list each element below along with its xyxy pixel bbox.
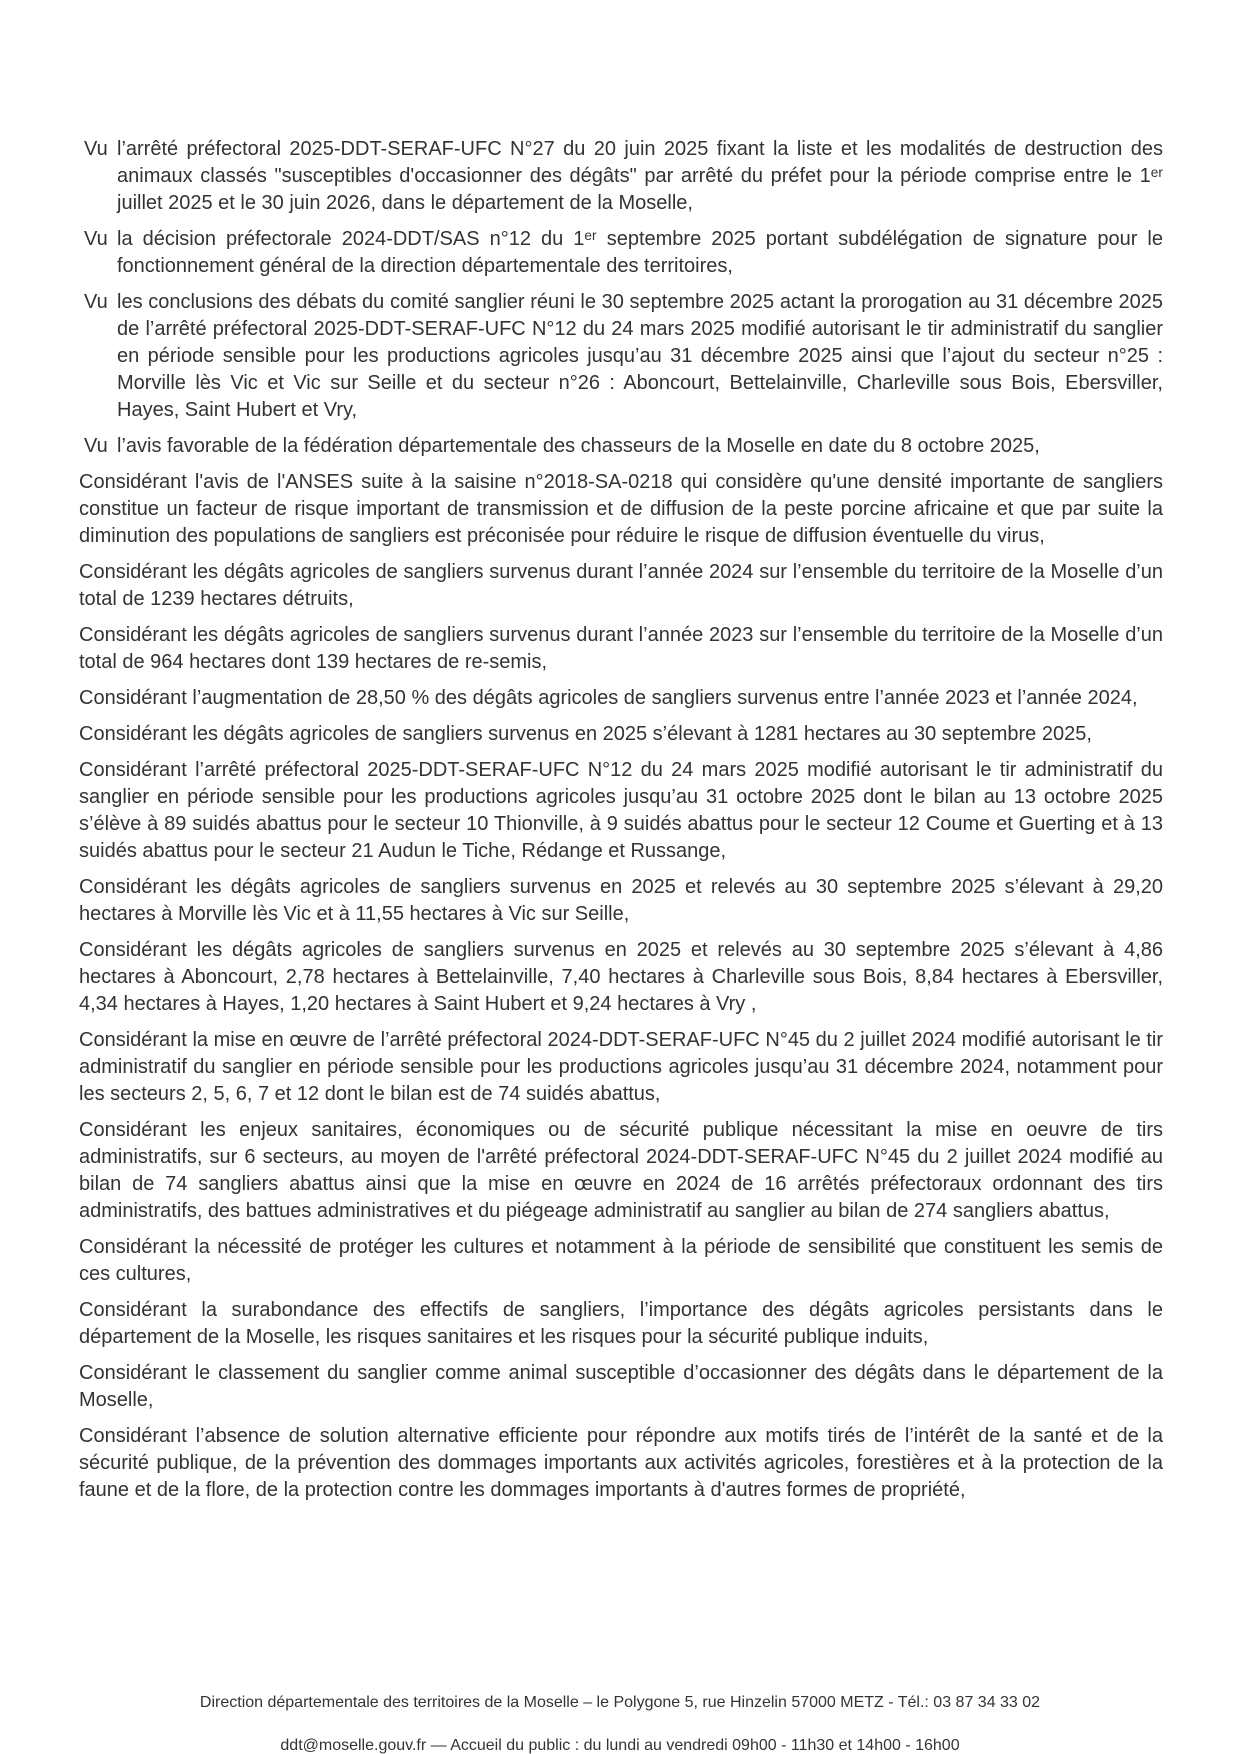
paragraph-text: Considérant les enjeux sanitaires, économiques ou de sécurité publique nécessitant la mise en oeuvre de tirs administratifs, sur 6 secteurs, au moyen de l'arrêté préfectoral 2024-DDT-SERAF-UFC N°45 du 2 juillet 2024 modifié au bilan de 74 sangliers abattus ainsi que la mise en œuvre en 2024 de 16 arrêtés préfectoraux ordonnant des tirs administratifs, des battues administratives et du piégeage administratif au sanglier au bilan de 274 sangliers abattus, bbox=[79, 1119, 1163, 1222]
paragraph-text: Considérant la mise en œuvre de l’arrêté préfectoral 2024-DDT-SERAF-UFC N°45 du 2 juillet 2024 modifié autorisant le tir administratif du sanglier en période sensible pour les productions agricoles jusqu’au 31 décembre 2024, notamment pour les secteurs 2, 5, 6, 7 et 12 dont le bilan est de 74 suidés abattus, bbox=[79, 1029, 1163, 1105]
vu-paragraph-2 bbox=[79, 226, 1163, 280]
paragraph-text: Considérant les dégâts agricoles de sangliers survenus durant l’année 2023 sur l’ensemble du territoire de la Moselle d’un total de 964 hectares dont 139 hectares de re-semis, bbox=[79, 624, 1163, 673]
considerant-paragraph-10 bbox=[79, 1117, 1163, 1225]
paragraph-text: Considérant les dégâts agricoles de sangliers survenus en 2025 et relevés au 30 septembre 2025 s’élevant à 4,86 hectares à Aboncourt, 2,78 hectares à Bettelainville, 7,40 hectares à Charleville sous Bois, 8,84 hectares à Ebersviller, 4,34 hectares à Hayes, 1,20 hectares à Saint Hubert et 9,24 hectares à Vry , bbox=[79, 939, 1163, 1015]
paragraph-text: Considérant l'avis de l'ANSES suite à la saisine n°2018-SA-0218 qui considère qu'une densité importante de sangliers constitue un facteur de risque important de transmission et de diffusion de la peste porcine africaine et que par suite la diminution des populations de sangliers est préconisée pour réduire le risque de diffusion éventuelle du virus, bbox=[79, 471, 1163, 547]
paragraph-text: Considérant les dégâts agricoles de sangliers survenus en 2025 s’élevant à 1281 hectares au 30 septembre 2025, bbox=[79, 723, 1092, 745]
considerant-paragraph-4 bbox=[79, 685, 1163, 712]
paragraph-text: Considérant la nécessité de protéger les cultures et notamment à la période de sensibilité que constituent les semis de ces cultures, bbox=[79, 1236, 1163, 1285]
vu-label: Vu bbox=[84, 435, 108, 457]
footer-contact-hours-line: ddt@moselle.gouv.fr — Accueil du public : du lundi au vendredi 09h00 - 11h30 et 14h00 - 16h00 bbox=[280, 1737, 960, 1754]
considerant-paragraph-8 bbox=[79, 937, 1163, 1018]
considerant-paragraph-5 bbox=[79, 721, 1163, 748]
paragraph-text: l’arrêté préfectoral 2025-DDT-SERAF-UFC N°27 du 20 juin 2025 fixant la liste et les modalités de destruction des animaux classés "susceptibles d'occasionner des dégâts" par arrêté du préfet pour la période comprise entre le 1ᵉʳ juillet 2025 et le 30 juin 2026, dans le département de la Moselle, bbox=[117, 138, 1163, 214]
considerant-paragraph-7 bbox=[79, 874, 1163, 928]
paragraph-text: Considérant la surabondance des effectifs de sangliers, l’importance des dégâts agricoles persistants dans le département de la Moselle, les risques sanitaires et les risques pour la sécurité publique induits, bbox=[79, 1299, 1163, 1348]
paragraph-text: Considérant l’absence de solution alternative efficiente pour répondre aux motifs tirés de l’intérêt de la santé et de la sécurité publique, de la prévention des dommages importants aux activités agricoles, forestières et à la protection de la faune et de la flore, de la protection contre les dommages importants à d'autres formes de propriété, bbox=[79, 1425, 1163, 1501]
considerant-paragraph-2 bbox=[79, 559, 1163, 613]
paragraph-text: les conclusions des débats du comité sanglier réuni le 30 septembre 2025 actant la prorogation au 31 décembre 2025 de l’arrêté préfectoral 2025-DDT-SERAF-UFC N°12 du 24 mars 2025 modifié autorisant le tir administratif du sanglier en période sensible pour les productions agricoles jusqu’au 31 décembre 2025 ainsi que l’ajout du secteur n°25 : Morville lès Vic et Vic sur Seille et du secteur n°26 : Aboncourt, Bettelainville, Charleville sous Bois, Ebersviller, Hayes, Saint Hubert et Vry, bbox=[117, 291, 1163, 421]
paragraph-text: la décision préfectorale 2024-DDT/SAS n°12 du 1ᵉʳ septembre 2025 portant subdélégation de signature pour le fonctionnement général de la direction départementale des territoires, bbox=[117, 228, 1163, 277]
paragraph-text: Considérant l’augmentation de 28,50 % des dégâts agricoles de sangliers survenus entre l’année 2023 et l’année 2024, bbox=[79, 687, 1138, 709]
document-body bbox=[79, 136, 1163, 1504]
paragraph-text: Considérant les dégâts agricoles de sangliers survenus durant l’année 2024 sur l’ensemble du territoire de la Moselle d’un total de 1239 hectares détruits, bbox=[79, 561, 1163, 610]
considerant-paragraph-12 bbox=[79, 1297, 1163, 1351]
considerant-paragraph-6 bbox=[79, 757, 1163, 865]
vu-paragraph-3 bbox=[79, 289, 1163, 424]
considerant-paragraph-1 bbox=[79, 469, 1163, 550]
considerant-paragraph-11 bbox=[79, 1234, 1163, 1288]
considerant-paragraph-9 bbox=[79, 1027, 1163, 1108]
considerant-paragraph-14 bbox=[79, 1423, 1163, 1504]
vu-label: Vu bbox=[84, 228, 108, 250]
considerant-paragraph-13 bbox=[79, 1360, 1163, 1414]
paragraph-text: Considérant le classement du sanglier comme animal susceptible d’occasionner des dégâts dans le département de la Moselle, bbox=[79, 1362, 1163, 1411]
considerant-paragraph-3 bbox=[79, 622, 1163, 676]
paragraph-text: Considérant l’arrêté préfectoral 2025-DDT-SERAF-UFC N°12 du 24 mars 2025 modifié autorisant le tir administratif du sanglier en période sensible pour les productions agricoles jusqu’au 31 octobre 2025 dont le bilan au 13 octobre 2025 s’élève à 89 suidés abattus pour le secteur 10 Thionville, à 9 suidés abattus pour le secteur 12 Coume et Guerting et à 13 suidés abattus pour le secteur 21 Audun le Tiche, Rédange et Russange, bbox=[79, 759, 1163, 862]
footer-address-line: Direction départementale des territoires de la Moselle – le Polygone 5, rue Hinzelin 57000 METZ - Tél.: 03 87 34 33 02 bbox=[199, 1694, 1041, 1711]
vu-label: Vu bbox=[84, 291, 108, 313]
vu-paragraph-1 bbox=[79, 136, 1163, 217]
vu-label: Vu bbox=[84, 138, 108, 160]
vu-paragraph-4 bbox=[79, 433, 1163, 460]
paragraph-text: Considérant les dégâts agricoles de sangliers survenus en 2025 et relevés au 30 septembre 2025 s’élevant à 29,20 hectares à Morville lès Vic et à 11,55 hectares à Vic sur Seille, bbox=[79, 876, 1163, 925]
paragraph-text: l’avis favorable de la fédération départementale des chasseurs de la Moselle en date du 8 octobre 2025, bbox=[117, 435, 1040, 457]
